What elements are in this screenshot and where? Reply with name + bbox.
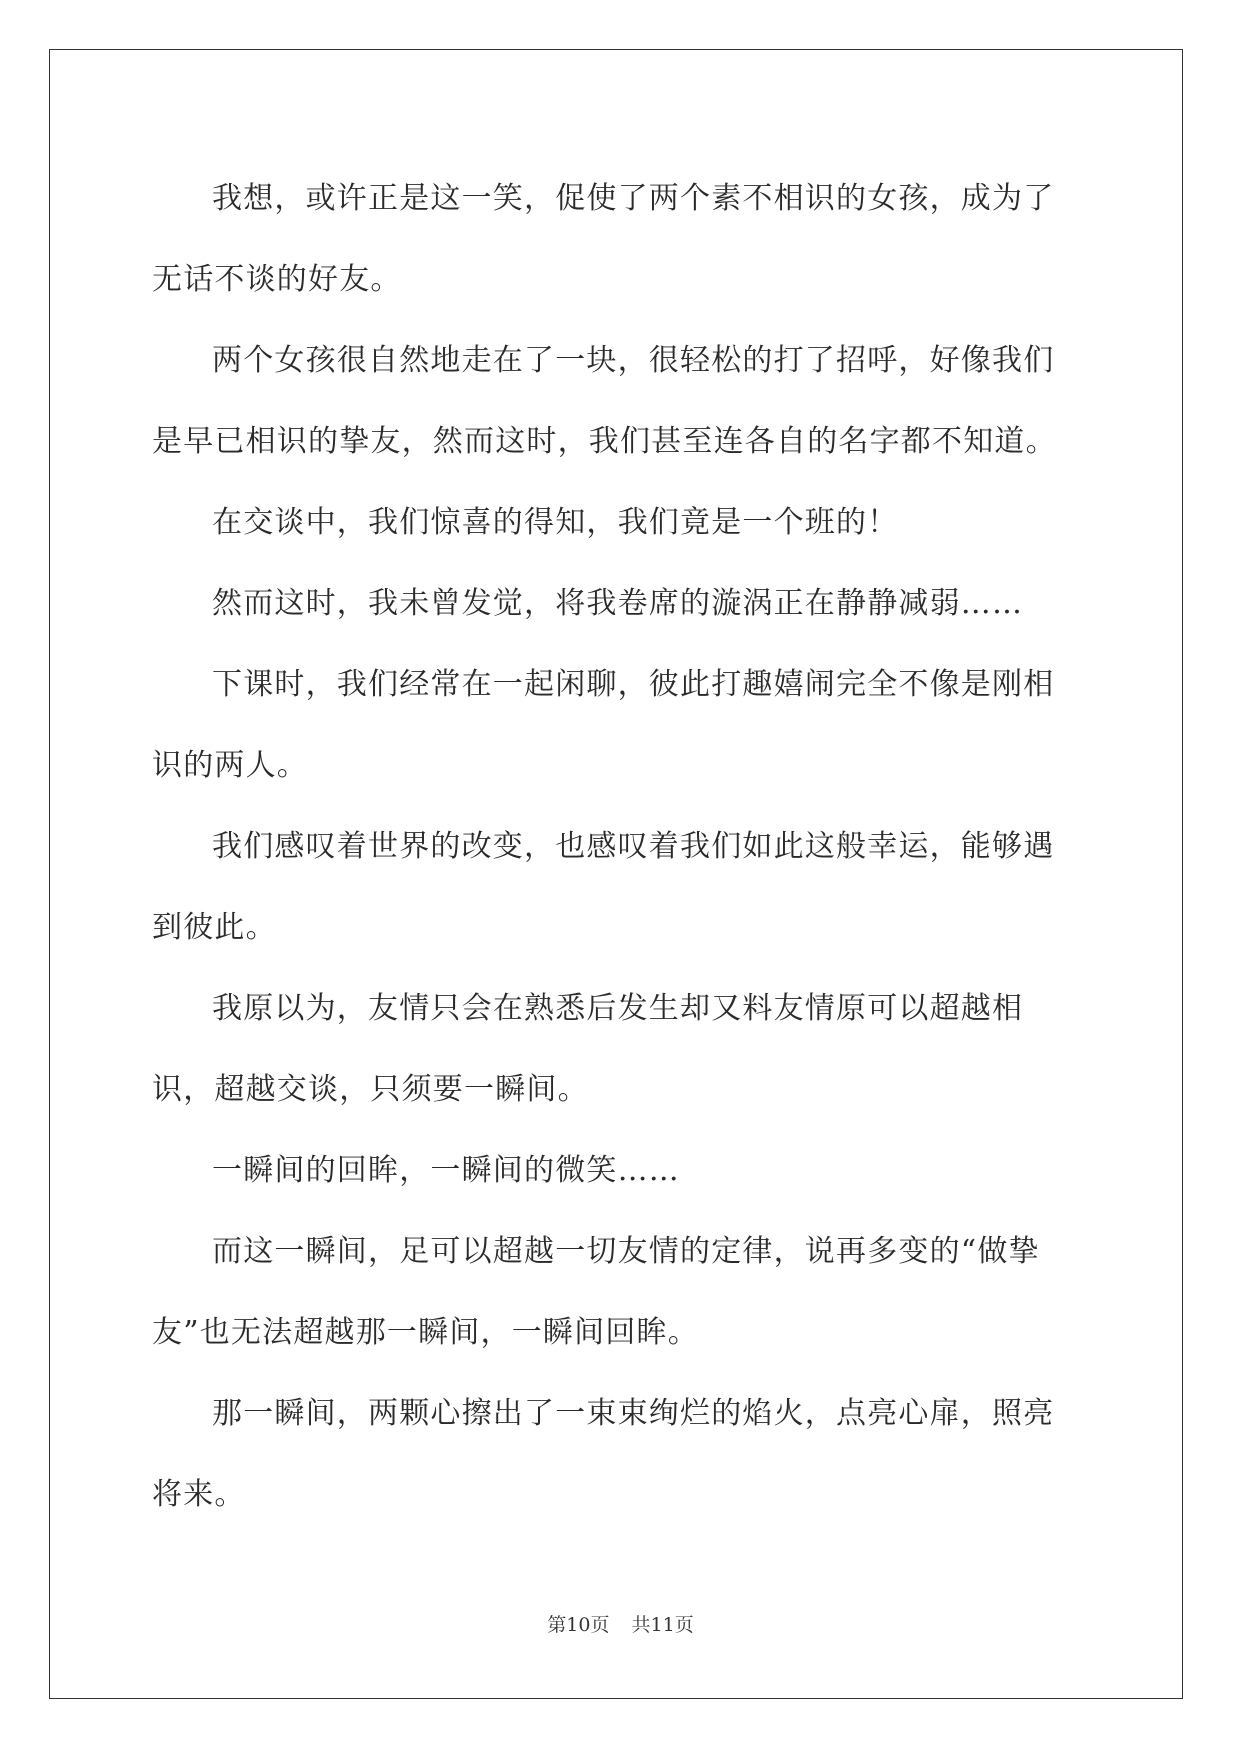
paragraph: 在交谈中，我们惊喜的得知，我们竟是一个班的！ [212, 505, 899, 540]
paragraph: 两个女孩很自然地走在了一块，很轻松的打了招呼，好像我们是早已相识的挚友，然而这时，我们甚至连各自的名字都不知道。 [152, 343, 1057, 459]
paragraph: 而这一瞬间，足可以超越一切友情的定律，说再多变的“做挚友”也无法超越那一瞬间，一瞬间回眸。 [152, 1234, 1040, 1350]
page-total: 共11页 [631, 1614, 694, 1636]
paragraph: 一瞬间的回眸，一瞬间的微笑…… [212, 1153, 680, 1188]
page-footer [0, 1610, 1241, 1637]
page-number: 第10页 [547, 1614, 610, 1636]
paragraph: 我们感叹着世界的改变，也感叹着我们如此这般幸运，能够遇到彼此。 [152, 829, 1055, 945]
paragraph: 那一瞬间，两颗心擦出了一束束绚烂的焰火，点亮心扉，照亮将来。 [152, 1396, 1055, 1512]
document-body [152, 158, 1082, 1535]
paragraph: 我想，或许正是这一笑，促使了两个素不相识的女孩，成为了无话不谈的好友。 [152, 181, 1055, 297]
paragraph: 然而这时，我未曾发觉，将我卷席的漩涡正在静静减弱…… [212, 586, 1024, 621]
paragraph: 下课时，我们经常在一起闲聊，彼此打趣嬉闹完全不像是刚相识的两人。 [152, 667, 1055, 783]
paragraph: 我原以为，友情只会在熟悉后发生却又料友情原可以超越相识，超越交谈，只须要一瞬间。 [152, 991, 1024, 1107]
